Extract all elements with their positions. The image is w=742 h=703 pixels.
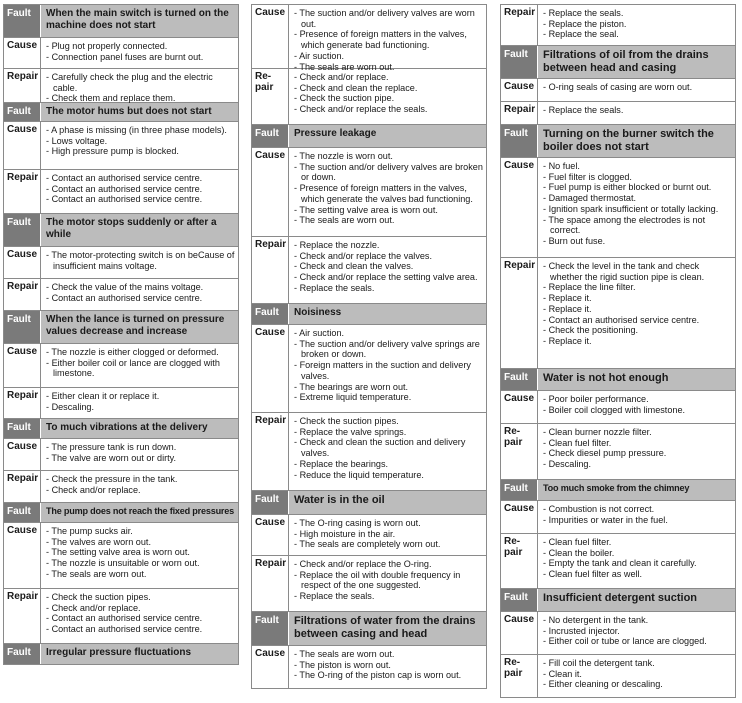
cause-label: Cause	[255, 517, 286, 528]
repair-list	[40, 589, 238, 643]
repair-row	[4, 170, 238, 214]
list-item: - The nozzle is either clogged or deformed.	[45, 347, 235, 358]
list-item: - Clean the boiler.	[542, 548, 732, 559]
cause-row	[4, 38, 238, 69]
fault-row	[4, 103, 238, 122]
cause-list	[40, 38, 238, 68]
cause-label: Cause	[255, 7, 286, 18]
list-item: - Check and/or replace.	[45, 603, 235, 614]
list-item: - Plug not properly connected.	[45, 41, 235, 52]
list-item: - Replace it.	[542, 304, 732, 315]
repair-list	[40, 69, 238, 102]
list-item: - Clean it.	[542, 669, 732, 680]
cause-list	[40, 247, 238, 278]
fault-title: Irregular pressure fluctuations	[40, 644, 238, 664]
list-item: - Check the value of the mains voltage.	[45, 282, 235, 293]
cause-row	[4, 344, 238, 388]
cause-label: Cause	[7, 249, 38, 260]
list-item: - The pressure tank is run down.	[45, 442, 235, 453]
cause-label: Cause	[504, 393, 535, 404]
list-item: - Either coil or tube or lance are clogged.	[542, 636, 732, 647]
cause-list	[537, 158, 735, 257]
repair-label: Repair	[7, 281, 39, 292]
fault-label: Fault	[4, 103, 40, 121]
cause-list	[40, 344, 238, 387]
list-item: - Check and/or replace.	[293, 72, 483, 83]
list-item: - Clean burner nozzle filter.	[542, 427, 732, 438]
column-1	[3, 4, 239, 665]
list-item: - Ignition spark insufficient or totally lacking.	[542, 204, 732, 215]
list-item: - Check and clean the suction and delivery valves.	[293, 437, 483, 458]
fault-label: Fault	[252, 125, 288, 147]
cause-label: Cause	[7, 441, 38, 452]
list-item: - Carefully check the plug and the electric cable.	[45, 72, 235, 93]
repair-label: Repair	[7, 591, 39, 602]
cause-list	[288, 646, 486, 688]
list-item: - Replace the seals.	[293, 283, 483, 294]
fault-row	[501, 369, 735, 391]
list-item: - The setting valve area is worn out.	[293, 205, 483, 216]
fault-label: Fault	[252, 304, 288, 324]
list-item: - Check and/or replace the setting valve area.	[293, 272, 483, 283]
repair-label: Repair	[7, 390, 39, 401]
fault-label: Fault	[4, 419, 40, 438]
fault-title: The pump does not reach the fixed pressures	[40, 503, 238, 522]
list-item: - Check the suction pipes.	[293, 416, 483, 427]
list-item: - The O-ring casing is worn out.	[293, 518, 483, 529]
list-item: - Air suction.	[293, 51, 483, 62]
fault-title: Pressure leakage	[288, 125, 486, 147]
list-item: - Damaged thermostat.	[542, 193, 732, 204]
list-item: - Check and/or replace the seals.	[293, 104, 483, 115]
list-item: - Boiler coil clogged with limestone.	[542, 405, 732, 416]
repair-list	[288, 413, 486, 490]
list-item: - The seals are worn out.	[45, 569, 235, 580]
fault-title: When the lance is turned on pressure values decrease and increase	[40, 311, 238, 343]
list-item: - Replace the oil with double frequency in respect of the one suggested.	[293, 570, 483, 591]
list-item: - Replace the seals.	[542, 8, 732, 19]
cause-label: Cause	[7, 124, 38, 135]
repair-row	[4, 69, 238, 103]
list-item: - Check diesel pump pressure.	[542, 448, 732, 459]
list-item: - The seals are worn out.	[293, 649, 483, 660]
list-item: - Replace the line filter.	[542, 282, 732, 293]
cause-row	[4, 439, 238, 471]
fault-title: The motor stops suddenly or after a while	[40, 214, 238, 246]
list-item: - Replace the piston.	[542, 19, 732, 30]
repair-list	[40, 170, 238, 213]
fault-title: Filtrations of oil from the drains between head and casing	[537, 46, 735, 78]
cause-row	[4, 122, 238, 170]
list-item: - The nozzle is worn out.	[293, 151, 483, 162]
fault-title: Water is not hot enough	[537, 369, 735, 390]
cause-label: Cause	[504, 614, 535, 625]
repair-list	[537, 534, 735, 588]
repair-label: Repair	[7, 71, 39, 82]
list-item: - The valves are worn out.	[45, 537, 235, 548]
list-item: - The motor-protecting switch is on beCause of insufficient mains voltage.	[45, 250, 235, 271]
list-item: - Descaling.	[45, 402, 235, 413]
list-item: - Impurities or water in the fuel.	[542, 515, 732, 526]
list-item: - Burn out fuse.	[542, 236, 732, 247]
fault-row	[4, 419, 238, 439]
cause-list	[40, 439, 238, 470]
repair-row	[4, 388, 238, 419]
cause-list	[40, 523, 238, 588]
cause-label: Cause	[7, 346, 38, 357]
list-item: - O-ring seals of casing are worn out.	[542, 82, 732, 93]
cause-list	[288, 5, 486, 72]
list-item: - The suction and/or delivery valves are broken or down.	[293, 162, 483, 183]
list-item: - No detergent in the tank.	[542, 615, 732, 626]
fault-row	[252, 612, 486, 646]
repair-list	[537, 258, 735, 368]
list-item: - The piston is worn out.	[293, 660, 483, 671]
list-item: - The pump sucks air.	[45, 526, 235, 537]
fault-row	[501, 589, 735, 612]
repair-label: Re- pair	[255, 71, 274, 93]
fault-label: Fault	[501, 46, 537, 78]
repair-label: Re- pair	[504, 426, 523, 448]
repair-label: Repair	[504, 260, 536, 271]
fault-label: Fault	[501, 589, 537, 611]
cause-row	[501, 391, 735, 424]
list-item: - No fuel.	[542, 161, 732, 172]
fault-row	[4, 5, 238, 38]
list-item: - Contact an authorised service centre.	[45, 293, 235, 304]
cause-list	[288, 325, 486, 412]
list-item: - Fill coil the detergent tank.	[542, 658, 732, 669]
cause-row	[252, 325, 486, 413]
repair-row	[252, 556, 486, 612]
column-2	[251, 4, 487, 689]
list-item: - Reduce the liquid temperature.	[293, 470, 483, 481]
repair-label: Repair	[504, 104, 536, 115]
list-item: - The suction and/or delivery valves are worn out.	[293, 8, 483, 29]
list-item: - High pressure pump is blocked.	[45, 146, 235, 157]
repair-row	[501, 258, 735, 369]
list-item: - Check the suction pipe.	[293, 93, 483, 104]
fault-title: Insufficient detergent suction	[537, 589, 735, 611]
repair-row	[252, 237, 486, 304]
repair-row	[501, 424, 735, 480]
cause-list	[537, 79, 735, 101]
list-item: - Poor boiler performance.	[542, 394, 732, 405]
repair-row	[252, 413, 486, 491]
cause-row	[501, 612, 735, 655]
cause-label: Cause	[504, 160, 535, 171]
list-item: - Contact an authorised service centre.	[45, 613, 235, 624]
list-item: - Connection panel fuses are burnt out.	[45, 52, 235, 63]
list-item: - Replace the valve springs.	[293, 427, 483, 438]
list-item: - Check and/or replace the valves.	[293, 251, 483, 262]
repair-list	[40, 279, 238, 310]
list-item: - Check the positioning.	[542, 325, 732, 336]
cause-list	[288, 148, 486, 236]
cause-list	[537, 501, 735, 533]
repair-list	[288, 69, 486, 124]
repair-list	[537, 102, 735, 124]
repair-label: Repair	[7, 172, 39, 183]
fault-label: Fault	[4, 214, 40, 246]
repair-label: Re- pair	[504, 536, 523, 558]
list-item: - Contact an authorised service centre.	[45, 173, 235, 184]
cause-row	[252, 5, 486, 72]
repair-list	[288, 237, 486, 303]
repair-label: Repair	[7, 473, 39, 484]
list-item: - The valve are worn out or dirty.	[45, 453, 235, 464]
repair-row	[501, 5, 735, 46]
fault-title: Turning on the burner switch the boiler does not start	[537, 125, 735, 157]
repair-row	[4, 471, 238, 503]
list-item: - Contact an authorised service centre.	[45, 624, 235, 635]
column-3	[500, 4, 736, 698]
list-item: - Presence of foreign matters in the valves, which generate bad functioning.	[293, 29, 483, 50]
list-item: - A phase is missing (in three phase models).	[45, 125, 235, 136]
list-item: - Replace it.	[542, 336, 732, 347]
repair-list	[288, 556, 486, 611]
fault-title: Too much smoke from the chimney	[537, 480, 735, 500]
repair-row	[252, 69, 486, 125]
list-item: - The O-ring of the piston cap is worn out.	[293, 670, 483, 681]
fault-label: Fault	[501, 125, 537, 157]
fault-label: Fault	[4, 311, 40, 343]
list-item: - The bearings are worn out.	[293, 382, 483, 393]
fault-row	[501, 125, 735, 158]
list-item: - Check and clean the replace.	[293, 83, 483, 94]
fault-label: Fault	[4, 503, 40, 522]
cause-label: Cause	[255, 150, 286, 161]
fault-title: When the main switch is turned on the machine does not start	[40, 5, 238, 37]
troubleshooting-table-3	[500, 4, 736, 698]
cause-list	[537, 612, 735, 654]
fault-label: Fault	[4, 5, 40, 37]
fault-label: Fault	[252, 491, 288, 514]
list-item: - Fuel filter is clogged.	[542, 172, 732, 183]
list-item: - Incrusted injector.	[542, 626, 732, 637]
list-item: - Check the level in the tank and check whether the rigid suction pipe is clean.	[542, 261, 732, 282]
cause-label: Cause	[7, 525, 38, 536]
cause-row	[501, 158, 735, 258]
fault-row	[4, 214, 238, 247]
list-item: - Either clean it or replace it.	[45, 391, 235, 402]
list-item: - The setting valve area is worn out.	[45, 547, 235, 558]
fault-row	[252, 491, 486, 515]
list-item: - The seals are completely worn out.	[293, 539, 483, 550]
repair-row	[4, 589, 238, 644]
cause-list	[288, 515, 486, 555]
list-item: - The nozzle is unsuitable or worn out.	[45, 558, 235, 569]
list-item: - Descaling.	[542, 459, 732, 470]
list-item: - Check and/or replace the O-ring.	[293, 559, 483, 570]
list-item: - Either boiler coil or lance are clogged with limestone.	[45, 358, 235, 379]
list-item: - The seals are worn out.	[293, 62, 483, 73]
fault-row	[501, 480, 735, 501]
cause-label: Cause	[255, 648, 286, 659]
list-item: - Either cleaning or descaling.	[542, 679, 732, 690]
cause-row	[4, 247, 238, 279]
list-item: - Check and/or replace.	[45, 485, 235, 496]
list-item: - Replace the seals.	[293, 591, 483, 602]
list-item: - Lows voltage.	[45, 136, 235, 147]
cause-row	[252, 148, 486, 237]
repair-label: Repair	[255, 415, 287, 426]
repair-list	[537, 655, 735, 697]
list-item: - Contact an authorised service centre.	[45, 184, 235, 195]
list-item: - Clean fuel filter.	[542, 438, 732, 449]
repair-list	[537, 5, 735, 45]
troubleshooting-table-2	[251, 4, 487, 689]
list-item: - The space among the electrodes is not correct.	[542, 215, 732, 236]
list-item: - Extreme liquid temperature.	[293, 392, 483, 403]
repair-row	[501, 534, 735, 589]
list-item: - Check the suction pipes.	[45, 592, 235, 603]
cause-row	[501, 501, 735, 534]
cause-row	[252, 646, 486, 689]
list-item: - The suction and/or delivery valve springs are broken or down.	[293, 339, 483, 360]
list-item: - Replace it.	[542, 293, 732, 304]
list-item: - Replace the bearings.	[293, 459, 483, 470]
repair-label: Repair	[255, 558, 287, 569]
repair-label: Repair	[504, 7, 536, 18]
cause-row	[4, 523, 238, 589]
list-item: - Foreign matters in the suction and delivery valves.	[293, 360, 483, 381]
fault-title: To much vibrations at the delivery	[40, 419, 238, 438]
list-item: - Replace the nozzle.	[293, 240, 483, 251]
list-item: - Check them and replace them.	[45, 93, 235, 104]
fault-title: The motor hums but does not start	[40, 103, 238, 121]
repair-list	[40, 471, 238, 502]
fault-row	[4, 503, 238, 523]
fault-title: Filtrations of water from the drains between casing and head	[288, 612, 486, 645]
repair-row	[501, 655, 735, 698]
cause-list	[537, 391, 735, 423]
fault-label: Fault	[4, 644, 40, 664]
fault-label: Fault	[501, 369, 537, 390]
fault-label: Fault	[252, 612, 288, 645]
repair-label: Re- pair	[504, 657, 523, 679]
list-item: - Contact an authorised service centre.	[542, 315, 732, 326]
cause-label: Cause	[504, 503, 535, 514]
fault-row	[4, 311, 238, 344]
repair-row	[501, 102, 735, 125]
list-item: - High moisture in the air.	[293, 529, 483, 540]
cause-row	[501, 79, 735, 102]
cause-label: Cause	[255, 327, 286, 338]
list-item: - Check and clean the valves.	[293, 261, 483, 272]
fault-row	[252, 125, 486, 148]
fault-row	[501, 46, 735, 79]
list-item: - Check the pressure in the tank.	[45, 474, 235, 485]
cause-label: Cause	[504, 81, 535, 92]
list-item: - Clean fuel filter as well.	[542, 569, 732, 580]
fault-title: Noisiness	[288, 304, 486, 324]
fault-title: Water is in the oil	[288, 491, 486, 514]
list-item: - Clean fuel filter.	[542, 537, 732, 548]
fault-label: Fault	[501, 480, 537, 500]
list-item: - The seals are worn out.	[293, 215, 483, 226]
repair-row	[4, 279, 238, 311]
cause-label: Cause	[7, 40, 38, 51]
troubleshooting-table-1	[3, 4, 239, 665]
list-item: - Air suction.	[293, 328, 483, 339]
cause-list	[40, 122, 238, 169]
repair-label: Repair	[255, 239, 287, 250]
repair-list	[537, 424, 735, 479]
list-item: - Presence of foreign matters in the valves, which generate the valves bad functioning.	[293, 183, 483, 204]
list-item: - Replace the seal.	[542, 29, 732, 40]
fault-row	[252, 304, 486, 325]
list-item: - Combustion is not correct.	[542, 504, 732, 515]
cause-row	[252, 515, 486, 556]
repair-list	[40, 388, 238, 418]
list-item: - Fuel pump is either blocked or burnt out.	[542, 182, 732, 193]
list-item: - Contact an authorised service centre.	[45, 194, 235, 205]
list-item: - Replace the seals.	[542, 105, 732, 116]
list-item: - Empty the tank and clean it carefully.	[542, 558, 732, 569]
fault-row	[4, 644, 238, 665]
